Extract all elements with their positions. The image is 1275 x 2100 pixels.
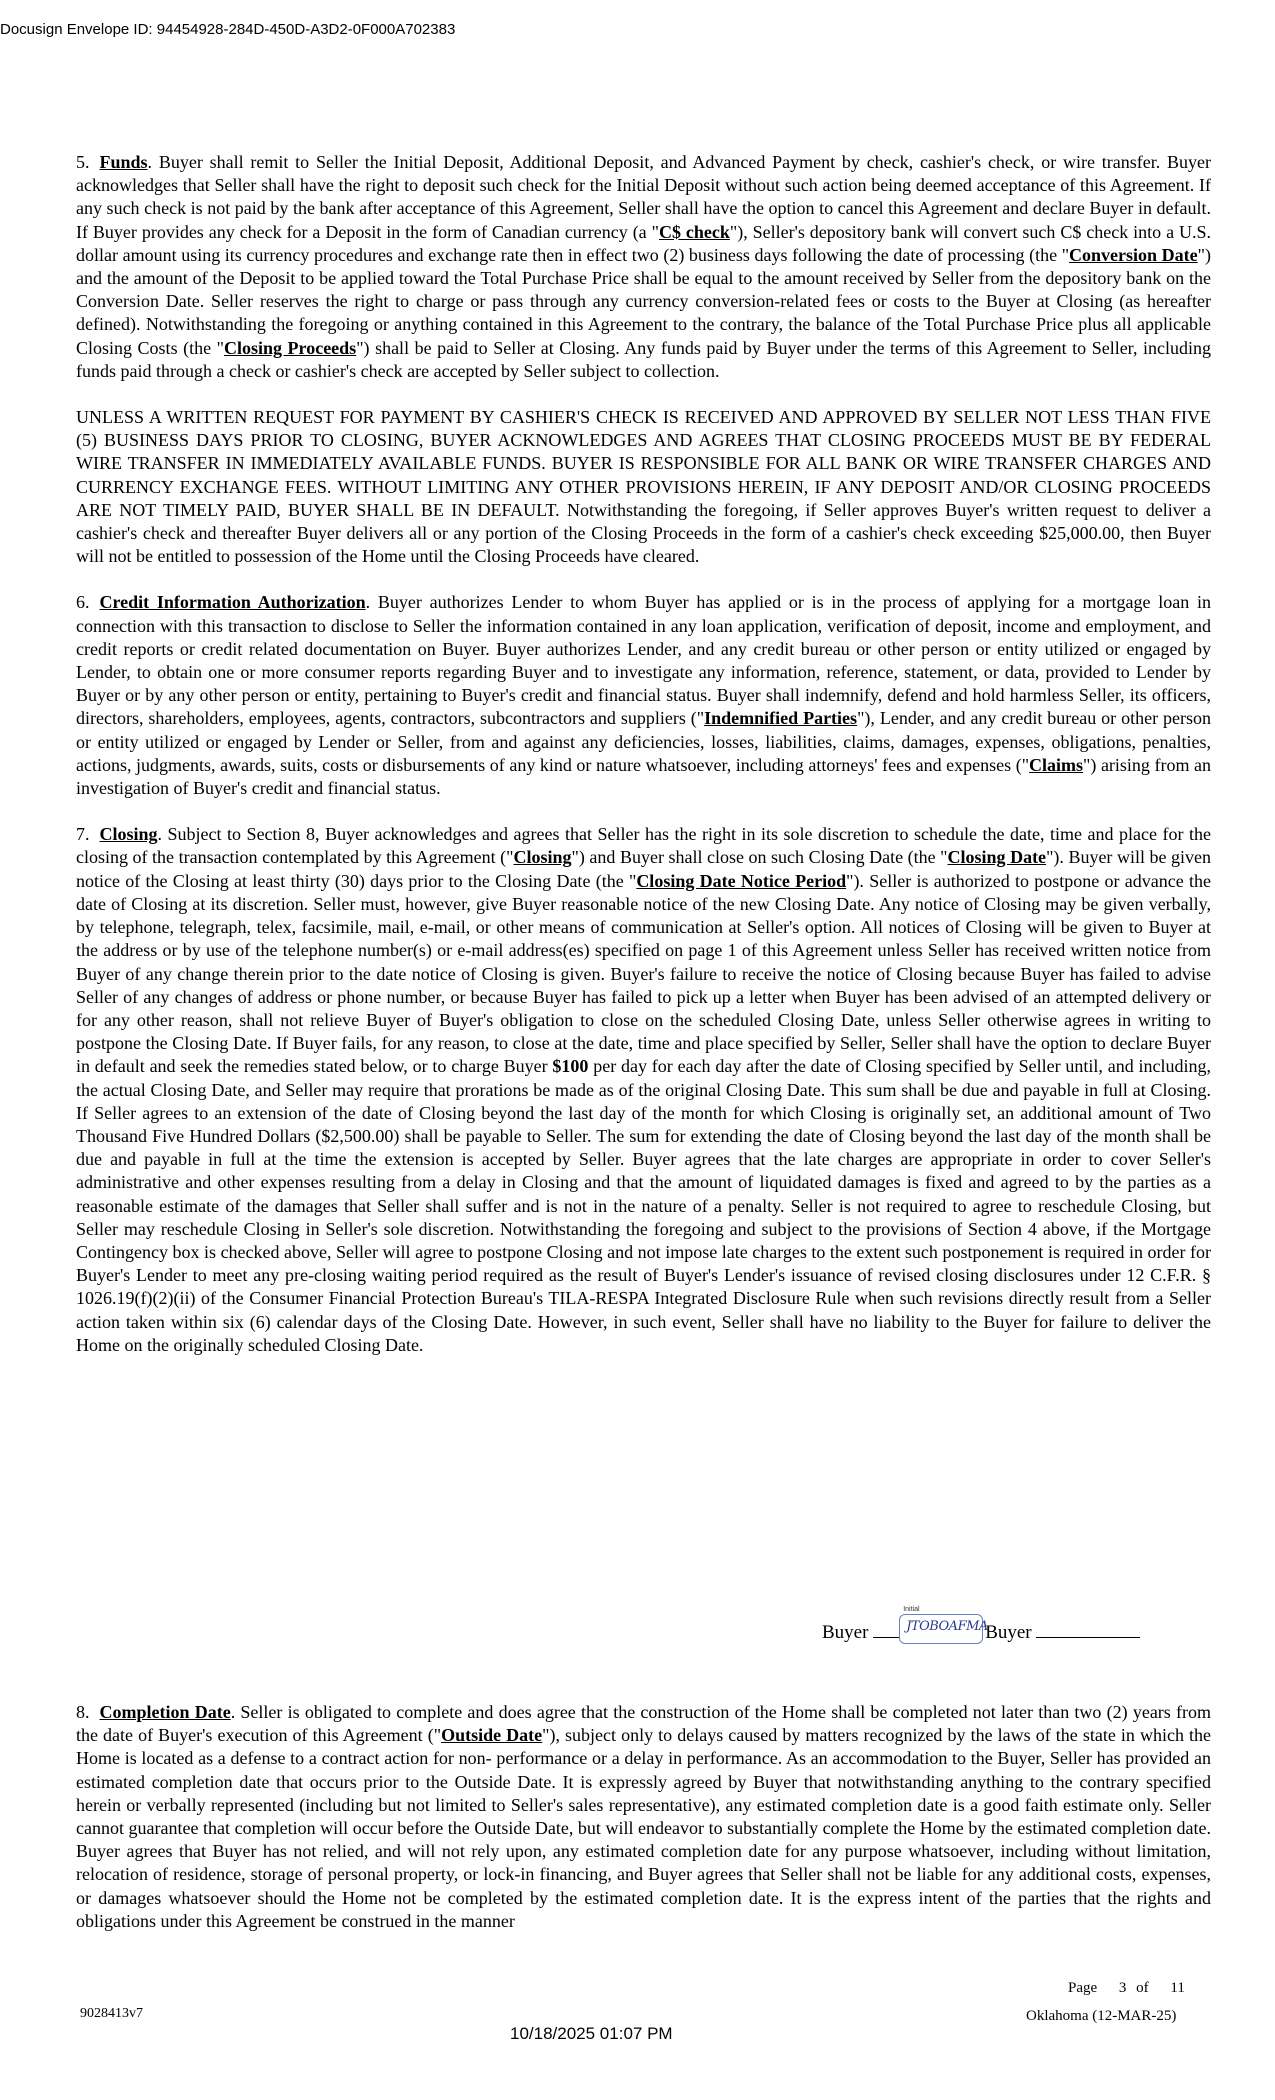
page-indicator [1068, 1980, 1185, 1997]
defined-term: Closing Date [947, 847, 1047, 868]
initial-value: JTOBOAFMA [906, 1619, 988, 1634]
section-number: 5. [76, 152, 90, 172]
section-text: "). Seller is authorized to postpone or advance the date of Closing at its discretion. Seller must, however, give Buyer reasonable notice of the new Closing Date. Any notice of Closing may be given verbally, by telephone, telegraph, telex, facsimile, mail, e-mail, or other means of communication at Seller's option. All notices of Closing will be given to Buyer at the address or by use of the telephone number(s) or e-mail address(es) specified on page 1 of this Agreement unless Seller has received written notice from Buyer of any change therein prior to the date notice of Closing is given. Buyer's failure to receive the notice of Closing because Buyer has failed to advise Seller of any changes of address or phone number, or because Buyer has failed to pick up a letter when Buyer has been advised of an attempted delivery or for any other reason, shall not relieve Buyer of Buyer's obligation to close on the scheduled Closing Date, unless Seller otherwise agrees in writing to postpone the Closing Date. If Buyer fails, for any reason, to close at the date, time and place specified by Seller, Seller shall have the option to declare Buyer in default and seek the remedies stated below, or to charge Buyer [76, 870, 1211, 1077]
defined-term: Closing Proceeds [223, 337, 357, 358]
defined-term: Closing [513, 847, 572, 868]
defined-term: Indemnified Parties [704, 708, 858, 729]
defined-term: Claims [1029, 754, 1084, 775]
section-title: Funds [99, 152, 148, 172]
late-charge-amount: $100 [552, 1056, 589, 1077]
section-text: "), Seller's depository bank will convert such C$ check into a U.S. dollar amount using its currency procedures and exchange rate then in effect two (2) business days following the date of processing (the " [76, 221, 1212, 265]
document-body-continued [76, 1701, 1211, 1956]
envelope-id: Docusign Envelope ID: 94454928-284D-450D-A3D2-0F000A702383 [0, 21, 456, 38]
section-text: . Buyer authorizes Lender to whom Buyer has applied or is in the process of applying for a mortgage loan in connection with this transaction to disclose to Seller the information contained in any loan application, verification of deposit, income and employment, and credit reports or credit related documentation on Buyer. Buyer authorizes Lender, and any credit bureau or other person or entity utilized or engaged by Lender, to obtain one or more consumer reports regarding Buyer and to investigate any information, reference, statement, or data, provided to Lender by Buyer or by any other person or entity, pertaining to Buyer's credit and financial status. Buyer shall indemnify, defend and hold harmless Seller, its officers, directors, shareholders, employees, agents, contractors, subcontractors and suppliers (" [76, 592, 1211, 729]
section-title: Closing [99, 824, 158, 845]
section-number: 8. [76, 1702, 90, 1722]
section-closing [76, 823, 1211, 1357]
timestamp: 10/18/2025 01:07 PM [510, 2024, 673, 2043]
initial-underline [873, 1619, 899, 1638]
buyer-label: Buyer [985, 1622, 1032, 1643]
page-label: Page [1068, 1980, 1098, 1996]
of-label: of [1136, 1980, 1149, 1996]
defined-term: Outside Date [441, 1725, 543, 1746]
document-version: 9028413v7 [80, 2006, 143, 2021]
section-text: ") and Buyer shall close on such Closing Date (the " [571, 847, 948, 868]
section-text: "). Buyer will be given notice of the Closing at least thirty (30) days prior to the Closing Date (the " [76, 847, 1212, 891]
section-title: Credit Information Authorization [99, 592, 366, 613]
initial-tag: Initial [903, 1606, 920, 1613]
document-body [76, 151, 1211, 1380]
section-title: Completion Date [99, 1702, 231, 1722]
section-text: ") arising from an investigation of Buyer's credit and financial status. [76, 754, 1212, 799]
page-number: 3 [1118, 1980, 1127, 1996]
section-credit-information [76, 591, 1211, 800]
section-text: "), Lender, and any credit bureau or other person or entity utilized or engaged by Lender or Seller, from and against any deficiencies, losses, liabilities, claims, damages, expenses, obligations, penalties, actions, judgments, awards, suits, costs or disbursements of any kind or nature whatsoever, including attorneys' fees and expenses (" [76, 708, 1212, 775]
buyer-initial-blank[interactable] [1036, 1619, 1140, 1638]
defined-term: C$ check [658, 221, 730, 242]
section-completion-date [76, 1701, 1211, 1933]
defined-term: Closing Date Notice Period [636, 870, 847, 891]
section-funds [76, 151, 1211, 383]
buyer-initial-signature[interactable] [899, 1606, 988, 1644]
section-text: ") shall be paid to Seller at Closing. Any funds paid by Buyer under the terms of this Agreement to Seller, including funds paid through a check or cashier's check are accepted by Seller subject to collection. [76, 337, 1211, 381]
section-text: . Subject to Section 8, Buyer acknowledges and agrees that Seller has the right in its sole discretion to schedule the date, time and place for the closing of the transaction contemplated by this Agreement (" [76, 824, 1211, 868]
section-text: ") and the amount of the Deposit to be applied toward the Total Purchase Price shall be equal to the amount received by Seller from the depository bank on the Conversion Date. Seller reserves the right to charge or pass through any currency conversion-related fees or costs to the Buyer at Closing (as hereafter defined). Notwithstanding the foregoing or anything contained in this Agreement to the contrary, the balance of the Total Purchase Price plus all applicable Closing Costs (the " [76, 244, 1211, 358]
defined-term: Conversion Date [1069, 244, 1198, 265]
section-number: 7. [76, 824, 90, 845]
section-text: . Seller is obligated to complete and does agree that the construction of the Home shall be completed not later than two (2) years from the date of Buyer's execution of this Agreement (" [76, 1702, 1212, 1746]
section-text: per day for each day after the date of Closing specified by Seller until, and including, the actual Closing Date, and Seller may require that prorations be made as of the original Closing Date. This sum shall be due and payable in full at Closing. If Seller agrees to an extension of the date of Closing beyond the last day of the month for which Closing is originally set, an additional amount of Two Thousand Five Hundred Dollars ($2,500.00) shall be payable to Seller. The sum for extending the date of Closing beyond the last day of the month shall be due and payable in full at the time the extension is accepted by Seller. Buyer agrees that the late charges are appropriate in order to cover Seller's administrative and other expenses resulting from a delay in Closing and that the amount of liquidated damages is fixed and agreed to by the parties as a reasonable estimate of the damages that Seller shall suffer and is not in the nature of a penalty. Seller is not required to agree to reschedule Closing, but Seller may reschedule Closing in Seller's sole discretion. Notwithstanding the foregoing and subject to the provisions of Section 4 above, if the Mortgage Contingency box is checked above, Seller will agree to postpone Closing and not impose late charges to the extent such postponement is required in order for Buyer's Lender to meet any pre-closing waiting period required as the result of Buyer's Lender's issuance of revised closing disclosures under 12 C.F.R. § 1026.19(f)(2)(ii) of the Consumer Financial Protection Bureau's TILA-RESPA Integrated Disclosure Rule when such revisions directly result from a Seller action taken within six (6) calendar days of the Closing Date. However, in such event, Seller shall have no liability to the Buyer for failure to deliver the Home on the originally scheduled Closing Date. [76, 1056, 1211, 1355]
section-text: . Buyer shall remit to Seller the Initial Deposit, Additional Deposit, and Advanced Payment by check, cashier's check, or wire transfer. Buyer acknowledges that Seller shall have the right to deposit such check for the Initial Deposit without such action being deemed acceptance of this Agreement. If any such check is not paid by the bank after acceptance of this Agreement, Seller shall have the option to cancel this Agreement and declare Buyer in default. If Buyer provides any check for a Deposit in the form of Canadian currency (a " [76, 152, 1211, 242]
buyer-initials-line [822, 1606, 1140, 1644]
section-text: "), subject only to delays caused by matters recognized by the laws of the state in which the Home is located as a defense to a contract action for non- performance or a delay in performance. As an accommodation to the Buyer, Seller has provided an estimated completion date that occurs prior to the Outside Date. It is expressly agreed by Buyer that notwithstanding anything to the contrary specified herein or verbally represented (including but not limited to Seller's sales representative), any estimated completion date is a good faith estimate only. Seller cannot guarantee that completion will occur before the Outside Date, but will endeavor to substantially complete the Home by the estimated completion date. Buyer agrees that Buyer has not relied, and will not rely upon, any estimated completion date for any purpose whatsoever, including without limitation, relocation of residence, storage of personal property, or lock-in financing, and Buyer agrees that Seller shall not be liable for any additional costs, expenses, or damages whatsoever should the Home not be completed by the estimated completion date. It is the express intent of the parties that the rights and obligations under this Agreement be construed in the manner [76, 1725, 1212, 1931]
state-form-label: Oklahoma (12-MAR-25) [1026, 2008, 1177, 2024]
section-number: 6. [76, 592, 90, 613]
buyer-label: Buyer [822, 1622, 869, 1643]
page-total: 11 [1170, 1980, 1185, 1996]
wire-transfer-notice: UNLESS A WRITTEN REQUEST FOR PAYMENT BY CASHIER'S CHECK IS RECEIVED AND APPROVED BY SELLER NOT LESS THAN FIVE (5) BUSINESS DAYS PRIOR TO CLOSING, BUYER ACKNOWLEDGES AND AGREES THAT CLOSING PROCEEDS MUST BE BY FEDERAL WIRE TRANSFER IN IMMEDIATELY AVAILABLE FUNDS. BUYER IS RESPONSIBLE FOR ALL BANK OR WIRE TRANSFER CHARGES AND CURRENCY EXCHANGE FEES. WITHOUT LIMITING ANY OTHER PROVISIONS HEREIN, IF ANY DEPOSIT AND/OR CLOSING PROCEEDS ARE NOT TIMELY PAID, BUYER SHALL BE IN DEFAULT. Notwithstanding the foregoing, if Seller approves Buyer's written request to deliver a cashier's check and thereafter Buyer delivers all or any portion of the Closing Proceeds in the form of a cashier's check exceeding $25,000.00, then Buyer will not be entitled to possession of the Home until the Closing Proceeds have cleared. [76, 407, 1211, 567]
